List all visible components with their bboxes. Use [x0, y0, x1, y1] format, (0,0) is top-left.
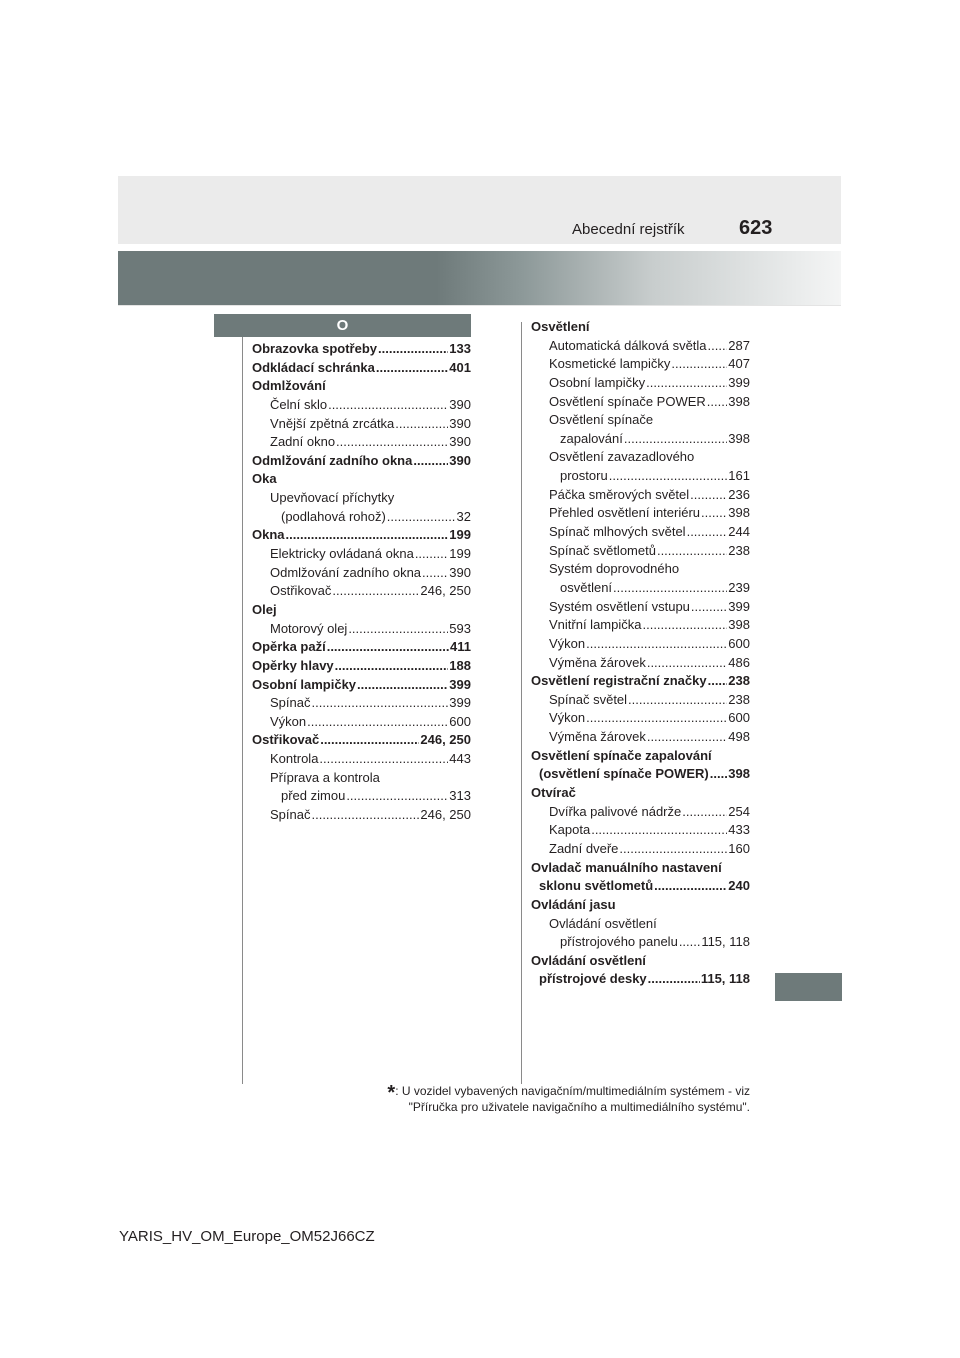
section-title: Abecední rejstřík — [572, 221, 685, 238]
dot-leader — [691, 598, 727, 617]
index-entry-page: 238 — [728, 691, 750, 707]
index-entry-page: 401 — [449, 359, 471, 375]
footnote-line-2: "Příručka pro uživatele navigačního a multimediálního systému". — [408, 1100, 750, 1114]
index-entry-page: 398 — [728, 393, 750, 409]
dot-leader — [682, 803, 727, 822]
index-entry — [531, 672, 750, 691]
index-entry — [531, 598, 750, 617]
index-entry-text: Motorový olej — [270, 620, 348, 636]
index-entry-page: 199 — [449, 546, 471, 562]
index-entry-text: Spínač světel — [549, 691, 628, 707]
index-entry — [252, 359, 471, 378]
index-column-right — [531, 318, 750, 989]
dot-leader — [348, 620, 448, 639]
index-entry-text: Čelní sklo — [270, 396, 328, 412]
index-entry-page: 246, 250 — [420, 807, 471, 823]
page-number: 623 — [739, 217, 773, 239]
index-entry — [531, 523, 750, 542]
dot-leader — [378, 340, 448, 359]
index-entry-text: Ostřikovač — [270, 583, 332, 599]
index-entry — [252, 564, 471, 583]
index-entry-text: Osvětlení zavazadlového — [549, 449, 695, 465]
index-entry — [531, 691, 750, 710]
dot-leader — [619, 840, 727, 859]
index-entry — [531, 318, 750, 337]
index-entry-page: 244 — [728, 524, 750, 540]
index-entry-text: Odkládací schránka — [252, 359, 375, 375]
header-band — [118, 176, 841, 244]
index-entry-text: Spínač světlometů — [549, 542, 656, 558]
index-entry-text: Ovládání osvětlení — [549, 915, 657, 931]
dot-leader — [701, 504, 727, 523]
dot-leader — [376, 359, 448, 378]
index-entry — [531, 579, 750, 598]
index-entry — [531, 784, 750, 803]
index-entry-text: Odmlžování zadního okna — [252, 452, 413, 468]
dot-leader — [346, 787, 448, 806]
index-entry — [531, 430, 750, 449]
index-entry-page: 240 — [728, 878, 750, 894]
index-entry — [252, 340, 471, 359]
index-entry-text: sklonu světlometů — [539, 878, 654, 894]
index-entry — [531, 467, 750, 486]
index-entry — [531, 337, 750, 356]
index-entry — [252, 415, 471, 434]
index-entry-page: 390 — [449, 564, 471, 580]
dot-leader — [648, 970, 700, 989]
index-entry-page: 246, 250 — [420, 583, 471, 599]
index-entry-page: 407 — [728, 356, 750, 372]
index-entry-text: Ovládání osvětlení — [531, 952, 646, 968]
index-entry — [531, 374, 750, 393]
dot-leader — [311, 694, 448, 713]
index-entry-page: 161 — [728, 468, 750, 484]
index-entry-page: 239 — [728, 579, 750, 595]
index-entry-page: 433 — [728, 822, 750, 838]
dot-leader — [628, 691, 727, 710]
index-entry — [252, 545, 471, 564]
dot-leader — [671, 355, 727, 374]
index-entry-page: 115, 118 — [701, 934, 750, 950]
dot-leader — [647, 728, 727, 747]
dot-leader — [654, 877, 727, 896]
divider-line — [118, 305, 841, 306]
dot-leader — [707, 393, 728, 412]
index-entry-text: Vnitřní lampička — [549, 617, 642, 633]
dot-leader — [586, 635, 727, 654]
dot-leader — [415, 545, 448, 564]
dot-leader — [586, 709, 727, 728]
index-entry — [531, 859, 750, 878]
index-entry-page: 398 — [728, 617, 750, 633]
index-entry — [252, 769, 471, 788]
dot-leader — [413, 452, 448, 471]
index-entry — [252, 377, 471, 396]
dot-leader — [708, 672, 728, 691]
dot-leader — [311, 806, 419, 825]
index-entry-page: 399 — [728, 598, 750, 614]
index-entry-page: 593 — [449, 620, 471, 636]
index-entry-text: Automatická dálková světla — [549, 337, 707, 353]
index-entry-page: 399 — [728, 374, 750, 390]
index-entry — [531, 542, 750, 561]
index-entry — [252, 620, 471, 639]
dot-leader — [591, 821, 727, 840]
index-entry — [531, 803, 750, 822]
dot-leader — [336, 433, 448, 452]
index-entry — [531, 933, 750, 952]
index-entry-text: Systém doprovodného — [549, 561, 680, 577]
index-entry-text: Osvětlení spínače — [549, 412, 654, 428]
dot-leader — [319, 750, 448, 769]
index-entry — [252, 638, 471, 657]
index-entry — [531, 486, 750, 505]
index-entry-text: Odmlžování — [252, 378, 326, 394]
index-entry-text: Ovládání jasu — [531, 896, 616, 912]
dot-leader — [422, 564, 448, 583]
index-entry — [531, 952, 750, 971]
index-entry-page: 246, 250 — [420, 732, 471, 748]
index-entry-text: Výkon — [549, 635, 586, 651]
index-entry — [531, 915, 750, 934]
index-entry-text: Výměna žárovek — [549, 654, 646, 670]
index-entry — [531, 877, 750, 896]
index-entry-text: Systém osvětlení vstupu — [549, 598, 690, 614]
index-entry-text: Opěrky hlavy — [252, 657, 334, 673]
index-entry — [531, 896, 750, 915]
index-entry-text: Upevňovací příchytky — [270, 490, 395, 506]
dot-leader — [646, 374, 727, 393]
index-entry-text: Spínač mlhových světel — [549, 524, 686, 540]
index-entry-page: 238 — [728, 673, 750, 689]
column-rule-left — [242, 337, 243, 1084]
index-entry-text: Ovladač manuálního nastavení — [531, 859, 722, 875]
footnote-marker: * — [387, 1082, 396, 1104]
index-entry-page: 600 — [728, 710, 750, 726]
index-entry-text: Páčka směrových světel — [549, 486, 690, 502]
dot-leader — [387, 508, 456, 527]
index-entry-text: zapalování — [560, 430, 623, 446]
dot-leader — [642, 616, 727, 635]
index-entry-text: Osobní lampičky — [252, 676, 357, 692]
index-entry-page: 600 — [449, 713, 471, 729]
index-entry — [531, 448, 750, 467]
index-entry-text: Spínač — [270, 807, 311, 823]
dot-leader — [647, 654, 727, 673]
index-entry-text: Otvírač — [531, 785, 576, 801]
index-entry-page: 390 — [449, 434, 471, 450]
index-entry — [252, 787, 471, 806]
dot-leader — [624, 430, 727, 449]
index-entry — [531, 616, 750, 635]
dot-leader — [708, 337, 728, 356]
index-entry-page: 254 — [728, 803, 750, 819]
index-entry-text: Osvětlení — [531, 319, 590, 334]
index-entry — [252, 452, 471, 471]
index-entry — [252, 396, 471, 415]
index-entry-page: 411 — [450, 639, 471, 655]
index-entry — [252, 582, 471, 601]
dot-leader — [690, 486, 727, 505]
dot-leader — [327, 638, 449, 657]
dot-leader — [657, 542, 727, 561]
index-entry-text: Příprava a kontrola — [270, 769, 380, 785]
index-entry — [531, 654, 750, 673]
index-entry-text: Dvířka palivové nádrže — [549, 803, 682, 819]
index-entry-text: Olej — [252, 601, 277, 617]
dot-leader — [687, 523, 728, 542]
index-entry-page: 313 — [449, 788, 471, 804]
index-entry-page: 188 — [449, 657, 471, 673]
index-entry-text: přístrojové desky — [539, 971, 647, 987]
index-entry-page: 443 — [449, 751, 471, 767]
index-entry — [252, 508, 471, 527]
index-entry — [531, 560, 750, 579]
index-entry-text: přístrojového panelu — [560, 934, 678, 950]
index-entry — [531, 821, 750, 840]
index-entry-text: Opěrka paží — [252, 639, 326, 655]
index-entry-text: Kontrola — [270, 751, 319, 767]
index-entry-text: Výkon — [549, 710, 586, 726]
decorative-gradient-bar — [118, 251, 841, 305]
index-entry-text: Osvětlení registrační značky — [531, 673, 707, 689]
dot-leader — [320, 731, 419, 750]
index-entry-page: 115, 118 — [700, 971, 750, 987]
index-column-left — [252, 340, 471, 825]
index-entry-page: 600 — [728, 635, 750, 651]
index-entry — [252, 806, 471, 825]
index-entry-text: (osvětlení spínače POWER) — [539, 766, 709, 782]
index-entry-page: 398 — [728, 430, 750, 446]
footnote-line-1: : U vozidel vybavených navigačním/multimediálním systémem - viz — [395, 1084, 750, 1098]
index-entry — [531, 970, 750, 989]
dot-leader — [328, 396, 448, 415]
dot-leader — [357, 676, 448, 695]
dot-leader — [679, 933, 701, 952]
index-entry-page: 390 — [449, 452, 471, 468]
index-entry — [252, 657, 471, 676]
index-entry-page: 238 — [728, 542, 750, 558]
index-entry-text: Osvětlení spínače zapalování — [531, 747, 712, 763]
index-entry-text: Kapota — [549, 822, 591, 838]
index-entry — [531, 355, 750, 374]
index-entry — [252, 713, 471, 732]
index-entry-page: 390 — [449, 396, 471, 412]
index-entry-text: Přehled osvětlení interiéru — [549, 505, 701, 521]
dot-leader — [335, 657, 449, 676]
index-entry — [531, 411, 750, 430]
index-entry-page: 399 — [449, 676, 471, 692]
index-entry-text: (podlahová rohož) — [281, 508, 386, 524]
footnote — [190, 1084, 750, 1114]
chapter-tab — [775, 973, 842, 1001]
index-entry — [252, 694, 471, 713]
index-entry-text: Ostřikovač — [252, 732, 320, 748]
index-letter-heading: O — [214, 314, 471, 337]
dot-leader — [395, 415, 448, 434]
index-entry-text: Kosmetické lampičky — [549, 356, 671, 372]
index-entry — [252, 526, 471, 545]
index-entry — [252, 433, 471, 452]
index-entry-text: Spínač — [270, 695, 311, 711]
index-entry-text: Osobní lampičky — [549, 374, 646, 390]
index-entry-text: Obrazovka spotřeby — [252, 341, 377, 356]
index-entry — [531, 840, 750, 859]
index-entry-text: Osvětlení spínače POWER — [549, 393, 706, 409]
index-entry — [252, 470, 471, 489]
index-entry-page: 160 — [728, 840, 750, 856]
index-entry-text: Zadní dveře — [549, 840, 619, 856]
index-entry-page: 133 — [449, 341, 471, 356]
dot-leader — [286, 526, 449, 545]
index-entry-page: 498 — [728, 729, 750, 745]
index-entry-text: Vnější zpětná zrcátka — [270, 415, 395, 431]
index-entry-text: Okna — [252, 527, 285, 543]
index-entry — [531, 635, 750, 654]
dot-leader — [613, 579, 727, 598]
index-entry — [252, 731, 471, 750]
dot-leader — [609, 467, 728, 486]
index-entry — [252, 750, 471, 769]
index-entry-text: Oka — [252, 471, 277, 487]
index-entry-text: Odmlžování zadního okna — [270, 564, 422, 580]
document-id: YARIS_HV_OM_Europe_OM52J66CZ — [119, 1228, 375, 1245]
index-entry-text: prostoru — [560, 468, 608, 484]
index-entry-page: 287 — [728, 337, 750, 353]
index-entry-text: Výkon — [270, 713, 307, 729]
index-entry-text: Zadní okno — [270, 434, 336, 450]
index-entry — [531, 765, 750, 784]
dot-leader — [710, 765, 728, 784]
index-entry — [531, 747, 750, 766]
index-entry-page: 399 — [449, 695, 471, 711]
index-entry — [252, 489, 471, 508]
index-entry-page: 32 — [456, 508, 471, 524]
index-entry-text: Výměna žárovek — [549, 729, 646, 745]
index-entry — [252, 676, 471, 695]
index-entry-page: 398 — [728, 505, 750, 521]
index-entry-page: 199 — [449, 527, 471, 543]
index-entry — [531, 393, 750, 412]
dot-leader — [332, 582, 419, 601]
dot-leader — [307, 713, 448, 732]
index-entry-text: před zimou — [281, 788, 346, 804]
index-entry-page: 486 — [728, 654, 750, 670]
index-entry-text: Elektricky ovládaná okna — [270, 546, 414, 562]
index-entry-page: 390 — [449, 415, 471, 431]
index-entry — [531, 504, 750, 523]
index-entry — [531, 728, 750, 747]
index-entry — [252, 601, 471, 620]
column-rule-middle — [521, 322, 522, 1084]
index-entry-page: 398 — [728, 766, 750, 782]
index-entry-page: 236 — [728, 486, 750, 502]
index-entry-text: osvětlení — [560, 579, 613, 595]
index-entry — [531, 709, 750, 728]
